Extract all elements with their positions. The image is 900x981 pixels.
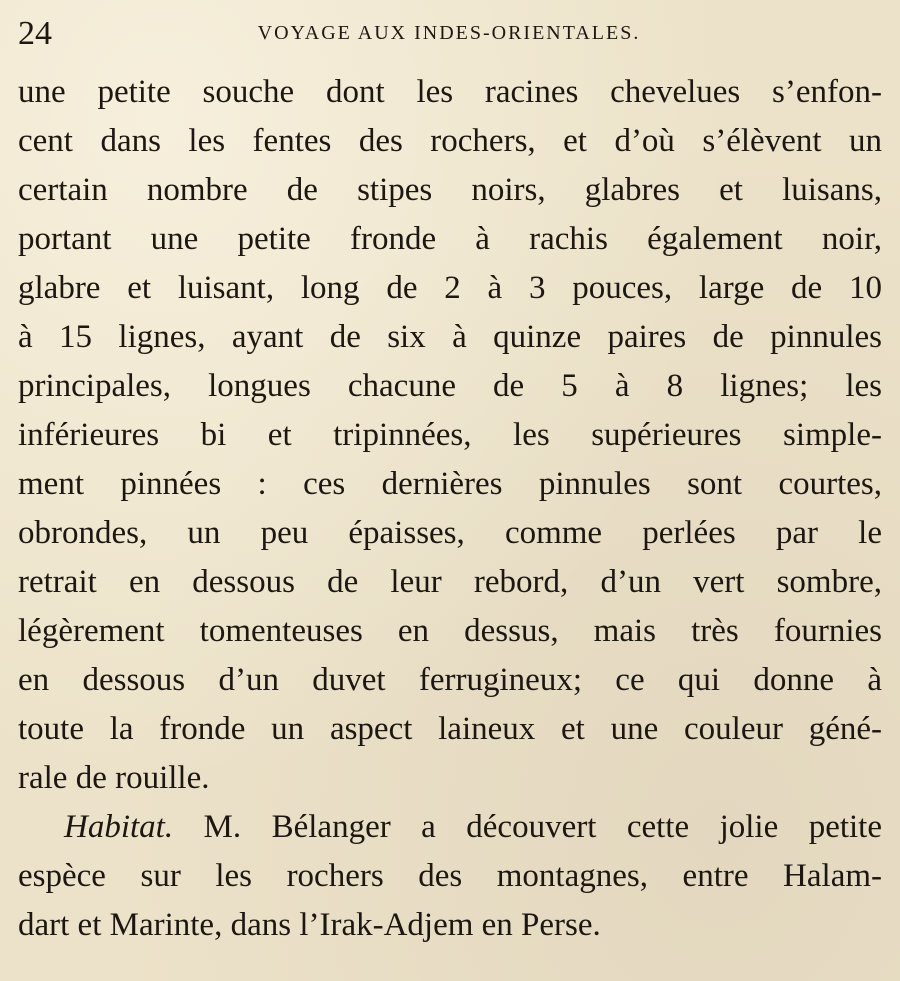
text-line: principales, longues chacune de 5 à 8 lignes; les (18, 368, 882, 404)
text-line: certain nombre de stipes noirs, glabres et luisans, (18, 172, 882, 208)
habitat-label: Habitat. (64, 809, 174, 845)
text-line: dart et Marinte, dans l’Irak-Adjem en Perse. (18, 907, 601, 943)
text-line: légèrement tomenteuses en dessus, mais très fournies (18, 613, 882, 649)
text-line: espèce sur les rochers des montagnes, entre Halam- (18, 858, 882, 894)
text-line: toute la fronde un aspect laineux et une couleur géné- (18, 711, 882, 747)
text-line: ment pinnées : ces dernières pinnules sont courtes, (18, 466, 882, 502)
page-header (18, 14, 880, 54)
text-line: rale de rouille. (18, 760, 210, 796)
text-line: cent dans les fentes des rochers, et d’où s’élèvent un (18, 123, 882, 159)
text-line: obrondes, un peu épaisses, comme perlées par le (18, 515, 882, 551)
text-line: retrait en dessous de leur rebord, d’un vert sombre, (18, 564, 882, 600)
paragraph-description (18, 68, 882, 803)
text-line: glabre et luisant, long de 2 à 3 pouces, large de 10 (18, 270, 882, 306)
paragraph-habitat (18, 803, 882, 950)
text-line: une petite souche dont les racines chevelues s’enfon- (18, 74, 882, 110)
body-text (18, 68, 882, 950)
text-line: inférieures bi et tripinnées, les supérieures simple- (18, 417, 882, 453)
text-line: à 15 lignes, ayant de six à quinze paires de pinnules (18, 319, 882, 355)
habitat-text: M. Bélanger a découvert cette jolie petite (173, 809, 882, 845)
running-title: VOYAGE AUX INDES-ORIENTALES. (257, 22, 641, 44)
page-number: 24 (18, 15, 52, 52)
text-line: en dessous d’un duvet ferrugineux; ce qui donne à (18, 662, 882, 698)
text-line: portant une petite fronde à rachis également noir, (18, 221, 882, 257)
text-line (18, 803, 882, 852)
